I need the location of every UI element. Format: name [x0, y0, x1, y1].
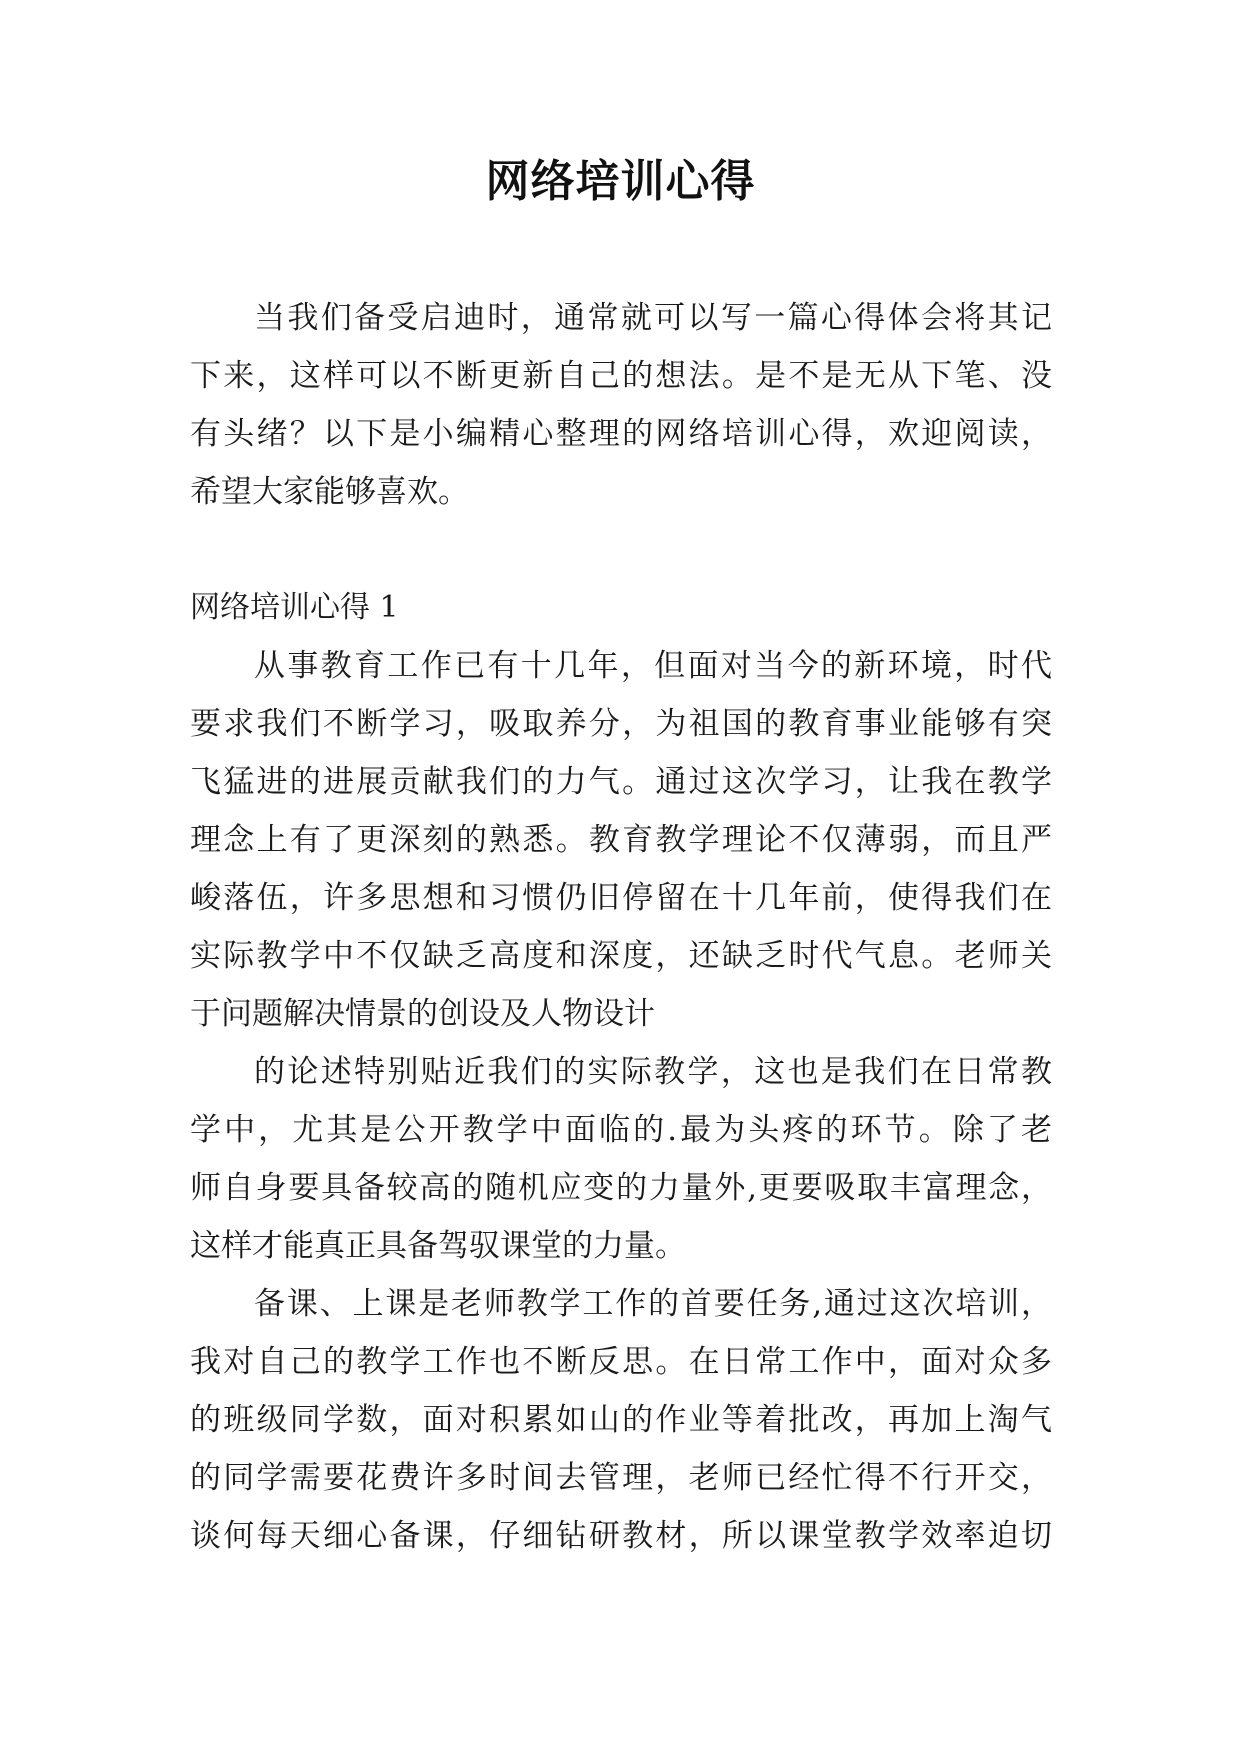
section-heading: 网络培训心得 1: [190, 590, 399, 625]
paragraph2-line-2: 学中，尤其是公开教学中面临的.最为头疼的环节。除了老: [190, 1112, 1052, 1148]
paragraph3-line-3: 的班级同学数，面对积累如山的作业等着批改，再加上淘气: [190, 1402, 1052, 1438]
paragraph1-line-2: 要求我们不断学习，吸取养分，为祖国的教育事业能够有突: [190, 706, 1052, 742]
intro-line-2: 下来，这样可以不断更新自己的想法。是不是无从下笔、没: [190, 358, 1052, 394]
paragraph1-line-1: 从事教育工作已有十几年，但面对当今的新环境，时代: [254, 648, 1052, 684]
paragraph2-line-1: 的论述特别贴近我们的实际教学，这也是我们在日常教: [254, 1054, 1052, 1090]
paragraph1-line-4: 理念上有了更深刻的熟悉。教育教学理论不仅薄弱，而且严: [190, 822, 1052, 858]
document-title: 网络培训心得: [485, 156, 756, 207]
paragraph1-line-5: 峻落伍，许多思想和习惯仍旧停留在十几年前，使得我们在: [190, 880, 1052, 916]
intro-line-3: 有头绪？以下是小编精心整理的网络培训心得，欢迎阅读，: [190, 416, 1052, 452]
intro-line-4: 希望大家能够喜欢。: [190, 474, 469, 510]
paragraph3-line-1: 备课、上课是老师教学工作的首要任务,通过这次培训，: [254, 1286, 1052, 1322]
paragraph1-line-7: 于问题解决情景的创设及人物设计: [190, 996, 655, 1032]
paragraph3-line-5: 谈何每天细心备课，仔细钻研教材，所以课堂教学效率迫切: [190, 1518, 1052, 1554]
paragraph1-line-6: 实际教学中不仅缺乏高度和深度，还缺乏时代气息。老师关: [190, 938, 1052, 974]
intro-line-1: 当我们备受启迪时，通常就可以写一篇心得体会将其记: [254, 300, 1052, 336]
paragraph2-line-4: 这样才能真正具备驾驭课堂的力量。: [190, 1228, 686, 1264]
paragraph3-line-2: 我对自己的教学工作也不断反思。在日常工作中，面对众多: [190, 1344, 1052, 1380]
paragraph3-line-4: 的同学需要花费许多时间去管理，老师已经忙得不行开交，: [190, 1460, 1052, 1496]
paragraph1-line-3: 飞猛进的进展贡献我们的力气。通过这次学习，让我在教学: [190, 764, 1052, 800]
paragraph2-line-3: 师自身要具备较高的随机应变的力量外,更要吸取丰富理念，: [190, 1170, 1052, 1206]
